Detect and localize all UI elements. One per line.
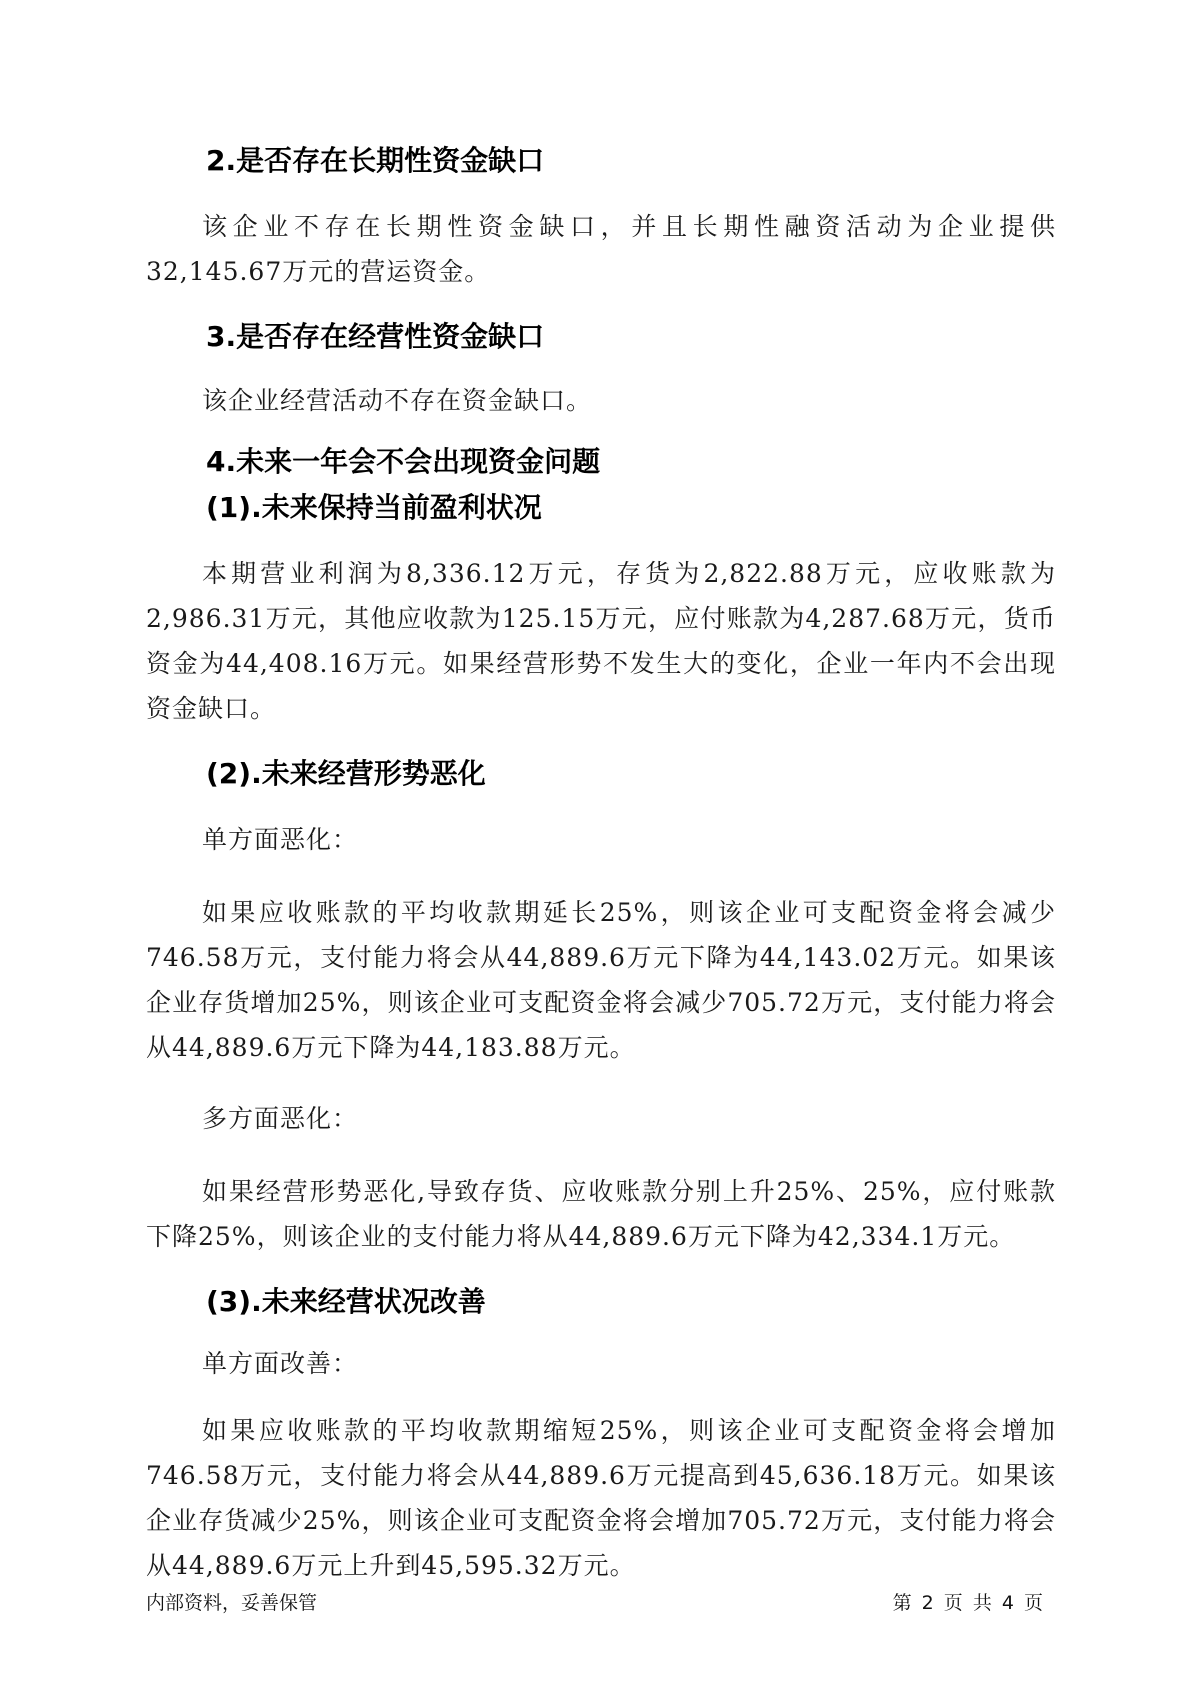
document-body	[146, 140, 1056, 1588]
footer-confidential-note: 内部资料，妥善保管	[146, 1592, 318, 1614]
paragraph-current-profit: 本期营业利润为8,336.12万元，存货为2,822.88万元，应收账款为2,986.31万元，其他应收款为125.15万元，应付账款为4,287.68万元，货币资金为44,408.16万元。如果经营形势不发生大的变化，企业一年内不会出现资金缺口。	[146, 559, 1056, 723]
paragraph-multi-deterioration: 如果经营形势恶化,导致存货、应收账款分别上升25%、25%，应付账款下降25%，则该企业的支付能力将从44,889.6万元下降为42,334.1万元。	[146, 1177, 1056, 1251]
paragraph-multi-deterioration-label: 多方面恶化：	[202, 1104, 359, 1133]
heading-improvement: (3).未来经营状况改善	[206, 1285, 486, 1318]
paragraph-operating-funding: 该企业经营活动不存在资金缺口。	[202, 386, 593, 415]
paragraph-long-term-funding: 该企业不存在长期性资金缺口，并且长期性融资活动为企业提供32,145.67万元的营运资金。	[146, 212, 1056, 286]
paragraph-single-improvement-label: 单方面改善：	[202, 1349, 359, 1378]
paragraph-single-deterioration-label: 单方面恶化：	[202, 825, 359, 854]
paragraph-single-improvement: 如果应收账款的平均收款期缩短25%，则该企业可支配资金将会增加746.58万元，支付能力将会从44,889.6万元提高到45,636.18万元。如果该企业存货减少25%，则该企业可支配资金将会增加705.72万元，支付能力将会从44,889.6万元上升到45,595.32万元。	[146, 1416, 1056, 1580]
footer-page-number: 第 2 页 共 4 页	[892, 1592, 1043, 1614]
heading-operating-funding-gap: 3.是否存在经营性资金缺口	[206, 320, 545, 353]
heading-next-year-funding: 4.未来一年会不会出现资金问题	[206, 445, 601, 478]
paragraph-single-deterioration: 如果应收账款的平均收款期延长25%，则该企业可支配资金将会减少746.58万元，支付能力将会从44,889.6万元下降为44,143.02万元。如果该企业存货增加25%，则该企业可支配资金将会减少705.72万元，支付能力将会从44,889.6万元下降为44,183.88万元。	[146, 898, 1056, 1062]
heading-deterioration: (2).未来经营形势恶化	[206, 757, 486, 790]
heading-long-term-funding-gap: 2.是否存在长期性资金缺口	[206, 144, 545, 177]
heading-maintain-profitability: (1).未来保持当前盈利状况	[206, 491, 542, 524]
